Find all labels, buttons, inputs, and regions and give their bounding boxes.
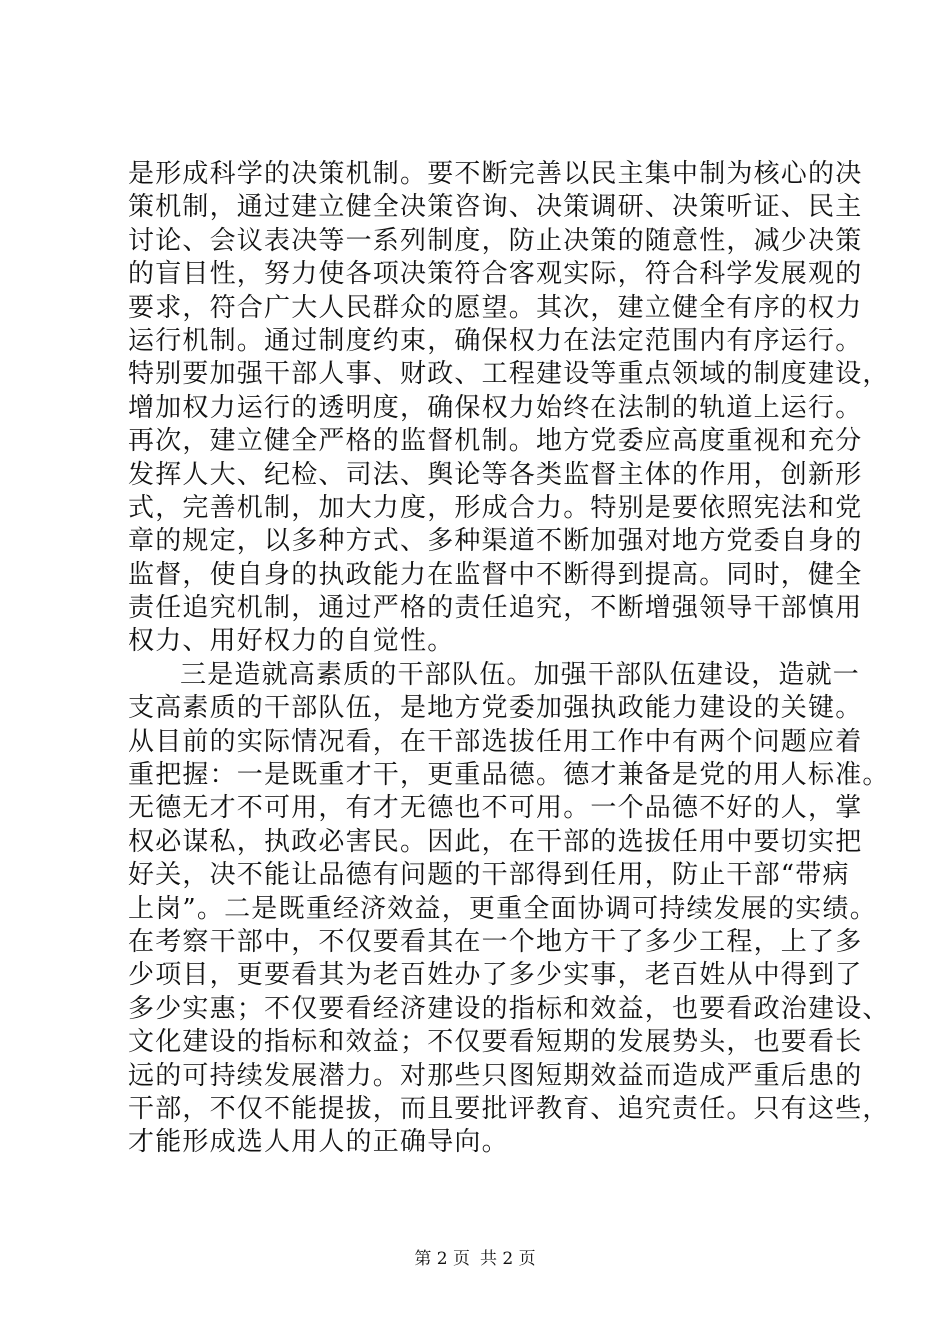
text-line: 监督，使自身的执政能力在监督中不断得到提高。同时，健全 xyxy=(128,559,863,590)
text-line: 式，完善机制，加大力度，形成合力。特别是要依照宪法和党 xyxy=(128,492,863,523)
text-line: 讨论、会议表决等一系列制度，防止决策的随意性，减少决策 xyxy=(128,225,863,256)
text-line: 章的规定，以多种方式、多种渠道不断加强对地方党委自身的 xyxy=(128,526,863,557)
text-line: 文化建设的指标和效益；不仅要看短期的发展势头，也要看长 xyxy=(128,1027,863,1058)
text-line: 权力、用好权力的自觉性。 xyxy=(128,626,455,657)
document-body xyxy=(128,158,890,1160)
text-line: 责任追究机制，通过严格的责任追究，不断增强领导干部慎用 xyxy=(128,593,863,624)
text-line: 增加权力运行的透明度，确保权力始终在法制的轨道上运行。 xyxy=(128,392,863,423)
paragraph-start-line: 三是造就高素质的干部队伍。加强干部队伍建设，造就一 xyxy=(180,659,861,690)
page-footer xyxy=(0,1244,950,1269)
text-line: 无德无才不可用，有才无德也不可用。一个品德不好的人，掌 xyxy=(128,793,863,824)
text-line: 干部，不仅不能提拔，而且要批评教育、追究责任。只有这些， xyxy=(128,1093,890,1124)
text-line: 特别要加强干部人事、财政、工程建设等重点领域的制度建设， xyxy=(128,359,890,390)
text-line: 少项目，更要看其为老百姓办了多少实事，老百姓从中得到了 xyxy=(128,960,863,991)
text-line: 再次，建立健全严格的监督机制。地方党委应高度重视和充分 xyxy=(128,426,863,457)
page-total: 共 2 页 xyxy=(480,1249,536,1269)
text-line: 远的可持续发展潜力。对那些只图短期效益而造成严重后患的 xyxy=(128,1060,863,1091)
text-line: 重把握：一是既重才干，更重品德。德才兼备是党的用人标准。 xyxy=(128,760,890,791)
text-line: 支高素质的干部队伍，是地方党委加强执政能力建设的关键。 xyxy=(128,693,863,724)
text-line: 是形成科学的决策机制。要不断完善以民主集中制为核心的决 xyxy=(128,159,863,189)
text-line: 发挥人大、纪检、司法、舆论等各类监督主体的作用，创新形 xyxy=(128,459,863,490)
text-line: 才能形成选人用人的正确导向。 xyxy=(128,1127,509,1158)
text-line: 权必谋私，执政必害民。因此，在干部的选拔任用中要切实把 xyxy=(128,826,863,857)
text-line: 策机制，通过建立健全决策咨询、决策调研、决策听证、民主 xyxy=(128,192,863,223)
text-line: 要求，符合广大人民群众的愿望。其次，建立健全有序的权力 xyxy=(128,292,863,323)
page-number: 第 2 页 xyxy=(414,1249,470,1269)
text-line: 的盲目性，努力使各项决策符合客观实际，符合科学发展观的 xyxy=(128,259,863,290)
text-line: 在考察干部中，不仅要看其在一个地方干了多少工程，上了多 xyxy=(128,926,863,957)
text-line: 多少实惠；不仅要看经济建设的指标和效益，也要看政治建设、 xyxy=(128,993,890,1024)
text-line: 从目前的实际情况看，在干部选拔任用工作中有两个问题应着 xyxy=(128,726,863,757)
text-line: 运行机制。通过制度约束，确保权力在法定范围内有序运行。 xyxy=(128,325,863,356)
text-line: 好关，决不能让品德有问题的干部得到任用，防止干部“带病 xyxy=(128,860,850,891)
text-line: 上岗”。二是既重经济效益，更重全面协调可持续发展的实绩。 xyxy=(128,893,877,924)
